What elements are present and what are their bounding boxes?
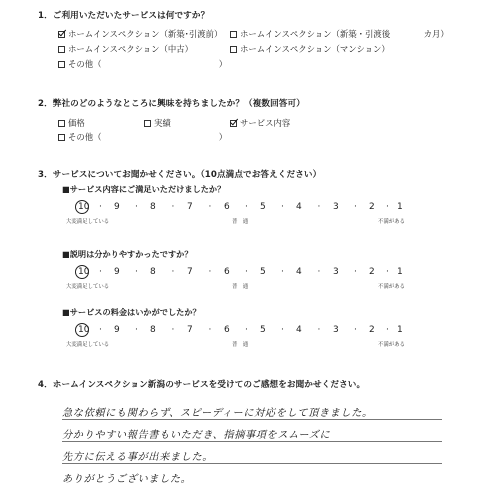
- rating-scale: [0, 267, 480, 279]
- rating-option[interactable]: 7: [187, 325, 193, 335]
- rating-option[interactable]: 1: [397, 267, 403, 277]
- selected-rating-circle: [75, 200, 89, 214]
- comment-line: 先方に伝える事が出来ました。: [62, 452, 214, 463]
- option-label: その他（ ）: [68, 132, 228, 142]
- rating-separator: ·: [171, 325, 175, 335]
- rating-separator: ·: [281, 325, 284, 335]
- q1-option-mansion[interactable]: [230, 43, 390, 55]
- q2-option-track-record[interactable]: [144, 117, 171, 129]
- answer-line: [62, 441, 442, 442]
- rating-separator: ·: [281, 267, 284, 277]
- rating-question: ■サービス内容にご満足いただけましたか？: [62, 184, 226, 194]
- rating-option[interactable]: 10: [78, 267, 90, 277]
- q3-title: 3．サービスについてお聞かせください。（10点満点でお答えください）: [38, 170, 322, 180]
- scale-low-label: 大変満足している: [66, 284, 110, 290]
- q2-title: 2．弊社のどのようなところに興味を持ちましたか？（複数回答可）: [38, 99, 305, 109]
- rating-option[interactable]: 8: [150, 267, 156, 277]
- q1-option-other[interactable]: [58, 58, 227, 70]
- selected-rating-circle: [75, 323, 89, 337]
- q2-option-price[interactable]: [58, 117, 85, 129]
- answer-line: [62, 463, 442, 464]
- checkbox-icon[interactable]: [230, 120, 237, 127]
- rating-option[interactable]: 4: [296, 325, 302, 335]
- rating-separator: ·: [245, 267, 248, 277]
- rating-option[interactable]: 2: [369, 202, 375, 212]
- q1-option-new-before[interactable]: [58, 28, 222, 40]
- rating-separator: ·: [354, 267, 357, 277]
- rating-option[interactable]: 3: [333, 267, 339, 277]
- answer-line: [62, 419, 442, 420]
- scale-low-label: 大変満足している: [66, 342, 110, 348]
- selected-rating-circle: [75, 265, 89, 279]
- rating-separator: ·: [354, 325, 357, 335]
- rating-separator: ·: [245, 202, 248, 212]
- checkbox-icon[interactable]: [230, 46, 237, 53]
- rating-separator: ·: [135, 202, 138, 212]
- rating-option[interactable]: 4: [296, 267, 302, 277]
- option-label: その他（ ）: [68, 59, 228, 69]
- rating-option[interactable]: 6: [224, 325, 230, 335]
- rating-separator: ·: [317, 202, 321, 212]
- rating-separator: ·: [386, 202, 389, 212]
- option-label: サービス内容: [240, 118, 291, 128]
- rating-question: ■説明は分かりやすかったですか？: [62, 249, 193, 259]
- rating-separator: ·: [208, 202, 212, 212]
- scale-low-label: 大変満足している: [66, 219, 110, 225]
- rating-separator: ·: [317, 267, 321, 277]
- rating-option[interactable]: 3: [333, 202, 339, 212]
- rating-separator: ·: [135, 267, 138, 277]
- scale-mid-label: 普 通: [232, 219, 249, 225]
- q1-option-used[interactable]: [58, 43, 193, 55]
- rating-block: [0, 249, 480, 305]
- q1-title: 1．ご利用いただいたサービスは何ですか？: [38, 11, 210, 21]
- rating-separator: ·: [354, 202, 357, 212]
- rating-option[interactable]: 9: [114, 202, 120, 212]
- rating-scale: [0, 202, 480, 214]
- rating-option[interactable]: 1: [397, 325, 403, 335]
- rating-option[interactable]: 5: [260, 267, 266, 277]
- rating-question: ■サービスの料金はいかがでしたか？: [62, 307, 201, 317]
- rating-separator: ·: [386, 325, 389, 335]
- rating-option[interactable]: 4: [296, 202, 302, 212]
- rating-option[interactable]: 10: [78, 202, 90, 212]
- rating-block: [0, 307, 480, 363]
- rating-option[interactable]: 6: [224, 202, 230, 212]
- rating-option[interactable]: 7: [187, 267, 193, 277]
- rating-block: [0, 184, 480, 240]
- comment-line: 分かりやすい報告書もいただき、指摘事項をスムーズに: [62, 430, 331, 441]
- rating-separator: ·: [99, 202, 102, 212]
- rating-scale: [0, 325, 480, 337]
- scale-high-label: 不満がある: [378, 284, 405, 290]
- rating-separator: ·: [317, 325, 321, 335]
- checkbox-icon[interactable]: [144, 120, 151, 127]
- checkbox-icon[interactable]: [230, 31, 237, 38]
- option-label: ホームインスペクション（中古）: [68, 44, 194, 54]
- rating-separator: ·: [171, 202, 175, 212]
- rating-option[interactable]: 8: [150, 325, 156, 335]
- rating-separator: ·: [281, 202, 284, 212]
- option-label: ホームインスペクション（マンション）: [240, 44, 390, 54]
- q2-option-other[interactable]: [58, 131, 227, 143]
- rating-separator: ·: [386, 267, 389, 277]
- rating-option[interactable]: 2: [369, 267, 375, 277]
- rating-option[interactable]: 8: [150, 202, 156, 212]
- scale-high-label: 不満がある: [378, 219, 405, 225]
- rating-option[interactable]: 9: [114, 267, 120, 277]
- checkbox-icon[interactable]: [58, 120, 65, 127]
- rating-option[interactable]: 3: [333, 325, 339, 335]
- checkbox-icon[interactable]: [58, 61, 65, 68]
- rating-option[interactable]: 1: [397, 202, 403, 212]
- q2-option-service[interactable]: [230, 117, 290, 129]
- q4-title: 4．ホームインスペクション新潟のサービスを受けてのご感想をお聞かせください。: [38, 380, 366, 390]
- comment-line: ありがとうございました。: [62, 474, 192, 485]
- option-label: 価格: [68, 118, 85, 128]
- checkbox-icon[interactable]: [58, 31, 65, 38]
- rating-separator: ·: [99, 325, 102, 335]
- scale-mid-label: 普 通: [232, 284, 249, 290]
- comment-line: 急な依頼にも関わらず、スピーディーに対応をして頂きました。: [62, 408, 373, 419]
- option-label: ホームインスペクション（新築･引渡前）: [68, 29, 223, 39]
- rating-separator: ·: [171, 267, 175, 277]
- checkbox-icon[interactable]: [58, 134, 65, 141]
- checkbox-icon[interactable]: [58, 46, 65, 53]
- rating-separator: ·: [208, 267, 212, 277]
- option-label: 実績: [154, 118, 171, 128]
- scale-high-label: 不満がある: [378, 342, 405, 348]
- rating-separator: ·: [245, 325, 248, 335]
- rating-option[interactable]: 6: [224, 267, 230, 277]
- rating-separator: ·: [99, 267, 102, 277]
- scale-mid-label: 普 通: [232, 342, 249, 348]
- rating-separator: ·: [135, 325, 138, 335]
- q1-option-new-after[interactable]: [230, 28, 449, 40]
- option-label: ホームインスペクション（新築・引渡後 カ月）: [240, 29, 449, 39]
- rating-option[interactable]: 7: [187, 202, 193, 212]
- rating-separator: ·: [208, 325, 212, 335]
- rating-option[interactable]: 10: [78, 325, 90, 335]
- rating-option[interactable]: 2: [369, 325, 375, 335]
- rating-option[interactable]: 5: [260, 202, 266, 212]
- rating-option[interactable]: 9: [114, 325, 120, 335]
- rating-option[interactable]: 5: [260, 325, 266, 335]
